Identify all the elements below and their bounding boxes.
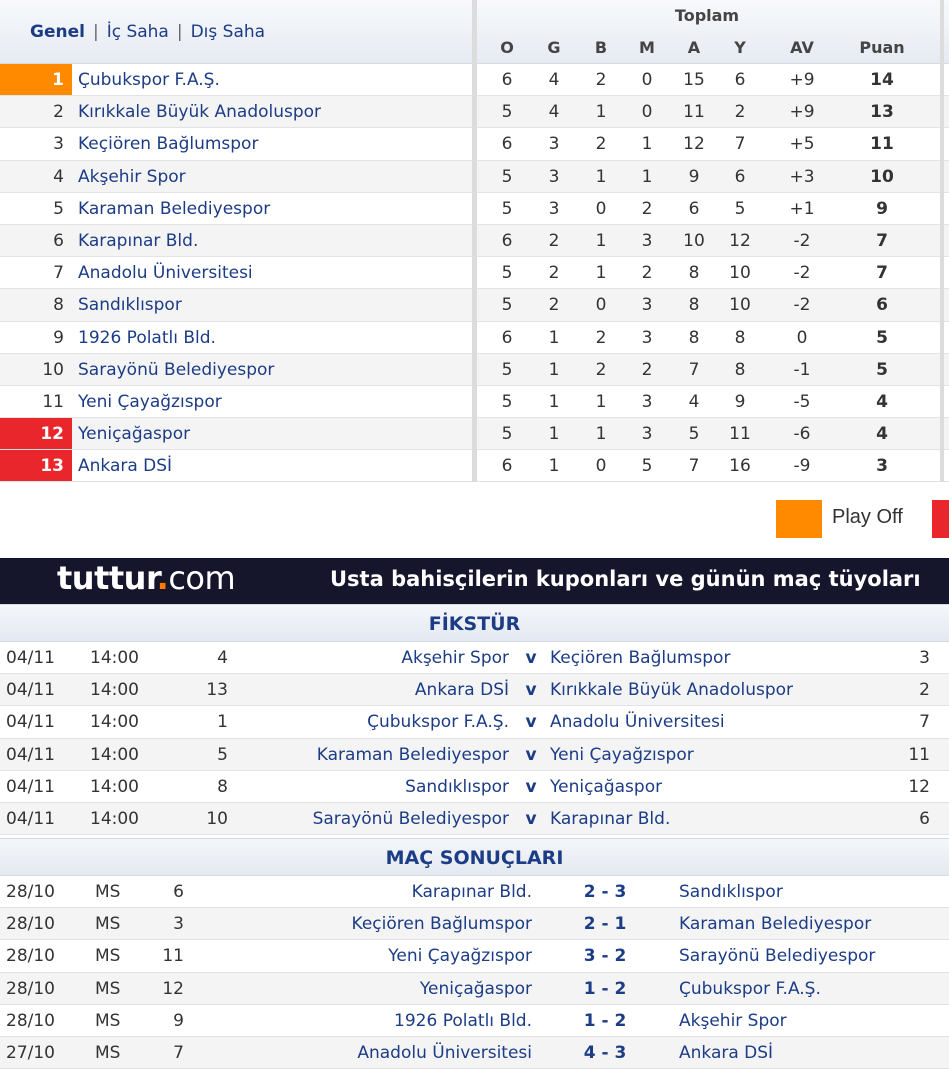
- home-team-link[interactable]: Yeni Çayağzıspor: [388, 946, 532, 967]
- team-row[interactable]: [0, 257, 472, 289]
- vs-label: v: [525, 744, 537, 765]
- stat-g: 2: [548, 263, 560, 284]
- away-rank: 6: [919, 808, 930, 829]
- tab-separator: |: [176, 22, 183, 42]
- home-rank: 11: [162, 946, 184, 967]
- standings-stats-panel: [477, 0, 949, 482]
- stat-y: 9: [734, 391, 746, 412]
- team-row[interactable]: [0, 64, 472, 96]
- fixture-title: FİKSTÜR: [0, 604, 949, 642]
- home-rank: 3: [173, 914, 184, 935]
- stat-o: 5: [501, 359, 513, 380]
- fixture-row[interactable]: [0, 771, 949, 803]
- results-title: MAÇ SONUÇLARI: [0, 838, 949, 876]
- team-rank: 8: [53, 295, 64, 316]
- stat-b: 1: [595, 166, 607, 187]
- match-date: 04/11: [6, 712, 55, 733]
- stat-y: 7: [734, 134, 746, 155]
- stat-o: 6: [501, 456, 513, 477]
- stat-g: 3: [548, 134, 560, 155]
- match-date: 28/10: [6, 1010, 55, 1031]
- vs-label: v: [525, 808, 537, 829]
- stat-av: -1: [793, 359, 811, 380]
- team-row[interactable]: [0, 322, 472, 354]
- team-rank: 6: [53, 230, 64, 251]
- stat-a: 7: [688, 456, 700, 477]
- match-score[interactable]: 2 - 1: [583, 914, 627, 935]
- stat-g: 2: [548, 230, 560, 251]
- away-rank: 11: [908, 744, 930, 765]
- match-date: 04/11: [6, 680, 55, 701]
- stat-m: 5: [641, 456, 653, 477]
- stat-m: 3: [641, 424, 653, 445]
- result-row[interactable]: [0, 1037, 949, 1069]
- team-name-link[interactable]: 1926 Polatlı Bld.: [78, 327, 216, 348]
- stat-pts: 5: [876, 359, 888, 380]
- team-name-link[interactable]: Yeni Çayağzıspor: [78, 391, 222, 412]
- stat-y: 5: [734, 198, 746, 219]
- home-team-link[interactable]: Ankara DSİ: [414, 680, 509, 701]
- stat-g: 4: [548, 70, 560, 90]
- match-score[interactable]: 2 - 3: [583, 882, 627, 902]
- away-team-link[interactable]: Çubukspor F.A.Ş.: [679, 978, 821, 999]
- match-score[interactable]: 1 - 2: [583, 978, 627, 999]
- stat-a: 7: [688, 359, 700, 380]
- stats-column-header: B: [594, 38, 608, 57]
- stat-rows: [477, 64, 949, 482]
- stats-row: [477, 128, 949, 160]
- team-name-link[interactable]: Anadolu Üniversitesi: [78, 263, 253, 284]
- stat-a: 12: [683, 134, 705, 155]
- legend-relegation-swatch: [932, 500, 949, 538]
- result-row[interactable]: [0, 940, 949, 972]
- stat-y: 16: [729, 456, 751, 477]
- stats-row: [477, 354, 949, 386]
- stats-column-header: M: [639, 38, 655, 57]
- stat-o: 5: [501, 198, 513, 219]
- result-row[interactable]: [0, 973, 949, 1005]
- away-team-link[interactable]: Keçiören Bağlumspor: [550, 648, 731, 668]
- stat-m: 2: [641, 263, 653, 284]
- team-name-link[interactable]: Kırıkkale Büyük Anadoluspor: [78, 102, 322, 123]
- stat-m: 0: [641, 70, 653, 90]
- team-row[interactable]: [0, 193, 472, 225]
- home-rank: 7: [173, 1042, 184, 1063]
- stats-column-header: G: [547, 38, 561, 57]
- home-team-link[interactable]: 1926 Polatlı Bld.: [394, 1010, 532, 1031]
- match-time: 14:00: [90, 808, 139, 829]
- stat-g: 1: [548, 327, 560, 348]
- home-team-link[interactable]: Karaman Belediyespor: [316, 744, 509, 765]
- stat-g: 1: [548, 456, 560, 477]
- team-name-link[interactable]: Çubukspor F.A.Ş.: [78, 70, 220, 90]
- away-rank: 7: [919, 712, 930, 733]
- fixture-row[interactable]: [0, 674, 949, 706]
- stat-b: 2: [595, 134, 607, 155]
- team-rank: 1: [0, 64, 72, 95]
- home-rank: 4: [217, 648, 228, 668]
- stat-y: 10: [729, 295, 751, 316]
- home-team-link[interactable]: Akşehir Spor: [401, 648, 509, 668]
- stat-g: 2: [548, 295, 560, 316]
- team-row[interactable]: [0, 289, 472, 321]
- result-row[interactable]: [0, 876, 949, 908]
- home-team-link[interactable]: Anadolu Üniversitesi: [357, 1042, 532, 1063]
- stat-o: 5: [501, 391, 513, 412]
- stats-column-header: A: [687, 38, 701, 57]
- stat-av: -2: [793, 295, 811, 316]
- legend-playoff-label: Play Off: [832, 506, 903, 528]
- stats-row: [477, 225, 949, 257]
- stat-av: +5: [789, 134, 815, 155]
- stat-av: 0: [796, 327, 808, 348]
- match-time: 14:00: [90, 680, 139, 701]
- stat-pts: 7: [876, 230, 888, 251]
- stat-a: 8: [688, 263, 700, 284]
- team-rank: 13: [0, 450, 72, 481]
- stats-group-label: Toplam: [674, 6, 740, 25]
- match-time: 14:00: [90, 776, 139, 797]
- stat-g: 1: [548, 424, 560, 445]
- stat-o: 5: [501, 263, 513, 284]
- stat-m: 3: [641, 295, 653, 316]
- stat-g: 1: [548, 391, 560, 412]
- match-date: 27/10: [6, 1042, 55, 1063]
- ad-banner[interactable]: [0, 558, 949, 604]
- stat-o: 6: [501, 134, 513, 155]
- stats-row: [477, 450, 949, 482]
- stats-column-header: Puan: [859, 38, 905, 57]
- match-date: 04/11: [6, 648, 55, 668]
- stat-av: +9: [789, 70, 815, 90]
- stat-b: 0: [595, 198, 607, 219]
- stat-pts: 5: [876, 327, 888, 348]
- stat-av: -2: [793, 230, 811, 251]
- team-rank: 3: [53, 134, 64, 155]
- team-rank: 10: [42, 359, 64, 380]
- team-row[interactable]: [0, 354, 472, 386]
- stat-b: 1: [595, 102, 607, 123]
- away-rank: 3: [919, 648, 930, 668]
- stat-b: 1: [595, 424, 607, 445]
- stats-column-header: Y: [734, 38, 746, 57]
- away-rank: 12: [908, 776, 930, 797]
- stats-column-header: O: [500, 38, 514, 57]
- stat-pts: 13: [870, 102, 894, 123]
- team-rank: 9: [53, 327, 64, 348]
- match-score[interactable]: 3 - 2: [583, 946, 627, 967]
- team-name-link[interactable]: Keçiören Bağlumspor: [78, 134, 259, 155]
- away-team-link[interactable]: Ankara DSİ: [679, 1042, 774, 1063]
- fixture-row[interactable]: [0, 642, 949, 674]
- stat-av: +1: [789, 198, 815, 219]
- team-name-link[interactable]: Ankara DSİ: [78, 456, 173, 477]
- match-status: MS: [95, 946, 121, 967]
- stat-g: 3: [548, 198, 560, 219]
- home-rank: 9: [173, 1010, 184, 1031]
- team-rank: 5: [53, 198, 64, 219]
- stat-pts: 4: [876, 391, 888, 412]
- result-rows: [0, 876, 949, 1069]
- away-rank: 2: [919, 680, 930, 701]
- stat-pts: 11: [870, 134, 894, 155]
- team-name-link[interactable]: Akşehir Spor: [78, 166, 186, 187]
- stat-pts: 9: [876, 198, 888, 219]
- stat-m: 2: [641, 359, 653, 380]
- match-status: MS: [95, 978, 121, 999]
- team-name-link[interactable]: Karaman Belediyespor: [78, 198, 271, 219]
- stat-m: 3: [641, 391, 653, 412]
- stat-y: 11: [729, 424, 751, 445]
- results-section: [0, 838, 949, 1069]
- stat-y: 6: [734, 166, 746, 187]
- stat-o: 6: [501, 327, 513, 348]
- away-team-link[interactable]: Kırıkkale Büyük Anadoluspor: [550, 680, 794, 701]
- home-team-link[interactable]: Sarayönü Belediyespor: [312, 808, 509, 829]
- stat-b: 0: [595, 456, 607, 477]
- match-date: 04/11: [6, 776, 55, 797]
- stats-row: [477, 193, 949, 225]
- team-name-link[interactable]: Sarayönü Belediyespor: [78, 359, 275, 380]
- match-status: MS: [95, 1010, 121, 1031]
- banner-tagline[interactable]: Usta bahisçilerin kuponları ve günün maç tüyoları: [330, 567, 921, 591]
- team-row[interactable]: [0, 225, 472, 257]
- team-rank: 11: [42, 391, 64, 412]
- stat-m: 3: [641, 230, 653, 251]
- fixture-section: [0, 604, 949, 835]
- home-rank: 13: [206, 680, 228, 701]
- stats-row: [477, 96, 949, 128]
- stat-av: -9: [793, 456, 811, 477]
- home-team-link[interactable]: Sandıklıspor: [405, 776, 509, 797]
- standings-tabs: [0, 0, 472, 64]
- stat-m: 0: [641, 102, 653, 123]
- stat-y: 2: [734, 102, 746, 123]
- stat-g: 3: [548, 166, 560, 187]
- team-row[interactable]: [0, 128, 472, 160]
- stat-a: 6: [688, 198, 700, 219]
- stats-row: [477, 386, 949, 418]
- stat-b: 2: [595, 359, 607, 380]
- stat-a: 4: [688, 391, 700, 412]
- team-rank: 2: [53, 102, 64, 123]
- team-rank: 4: [53, 166, 64, 187]
- team-row[interactable]: [0, 450, 472, 482]
- team-name-link[interactable]: Karapınar Bld.: [78, 230, 199, 251]
- vs-label: v: [525, 712, 537, 733]
- match-score[interactable]: 1 - 2: [583, 1010, 627, 1031]
- stat-av: -5: [793, 391, 811, 412]
- home-rank: 5: [217, 744, 228, 765]
- away-team-link[interactable]: Yeni Çayağzıspor: [550, 744, 694, 765]
- stat-av: +3: [789, 166, 815, 187]
- stats-row: [477, 289, 949, 321]
- stat-y: 12: [729, 230, 751, 251]
- team-name-link[interactable]: Sandıklıspor: [78, 295, 182, 316]
- match-date: 28/10: [6, 946, 55, 967]
- away-team-link[interactable]: Karaman Belediyespor: [679, 914, 872, 935]
- home-rank: 6: [173, 882, 184, 902]
- match-time: 14:00: [90, 744, 139, 765]
- match-status: MS: [95, 914, 121, 935]
- stat-a: 8: [688, 327, 700, 348]
- stats-row: [477, 322, 949, 354]
- stat-b: 1: [595, 230, 607, 251]
- stats-column-header: AV: [790, 38, 814, 57]
- home-rank: 8: [217, 776, 228, 797]
- match-status: MS: [95, 882, 121, 902]
- stat-y: 6: [734, 70, 746, 90]
- tab-away[interactable]: Dış Saha: [190, 22, 266, 42]
- tuttur-logo[interactable]: tuttur.com: [57, 559, 236, 597]
- tab-separator: |: [92, 22, 99, 42]
- match-date: 28/10: [6, 978, 55, 999]
- stat-av: +9: [789, 102, 815, 123]
- result-row[interactable]: [0, 1005, 949, 1037]
- stats-row: [477, 161, 949, 193]
- stat-av: -2: [793, 263, 811, 284]
- stats-header: [477, 0, 949, 64]
- stat-a: 8: [688, 295, 700, 316]
- match-status: MS: [95, 1042, 121, 1063]
- team-rows: [0, 64, 472, 482]
- stat-o: 5: [501, 166, 513, 187]
- home-rank: 12: [162, 978, 184, 999]
- match-date: 04/11: [6, 808, 55, 829]
- stat-pts: 4: [876, 424, 888, 445]
- result-row[interactable]: [0, 908, 949, 940]
- stats-row: [477, 418, 949, 450]
- stat-pts: 7: [876, 263, 888, 284]
- team-row[interactable]: [0, 161, 472, 193]
- scrollbar-edge: [940, 0, 944, 482]
- stat-a: 10: [683, 230, 705, 251]
- stat-o: 5: [501, 295, 513, 316]
- match-score[interactable]: 4 - 3: [583, 1042, 627, 1063]
- tab-home[interactable]: İç Saha: [106, 22, 169, 42]
- stat-o: 5: [501, 424, 513, 445]
- away-team-link[interactable]: Anadolu Üniversitesi: [550, 712, 725, 733]
- match-time: 14:00: [90, 648, 139, 668]
- away-team-link[interactable]: Akşehir Spor: [679, 1010, 787, 1031]
- match-date: 28/10: [6, 914, 55, 935]
- stat-m: 1: [641, 166, 653, 187]
- stat-o: 6: [501, 70, 513, 90]
- away-team-link[interactable]: Sandıklıspor: [679, 882, 783, 902]
- team-row[interactable]: [0, 418, 472, 450]
- fixture-row[interactable]: [0, 803, 949, 835]
- home-team-link[interactable]: Çubukspor F.A.Ş.: [367, 712, 509, 733]
- vs-label: v: [525, 776, 537, 797]
- stat-a: 5: [688, 424, 700, 445]
- stat-g: 4: [548, 102, 560, 123]
- stat-a: 15: [683, 70, 705, 90]
- stat-pts: 3: [876, 456, 888, 477]
- stats-row: [477, 257, 949, 289]
- stat-pts: 6: [876, 295, 888, 316]
- away-team-link[interactable]: Sarayönü Belediyespor: [679, 946, 876, 967]
- stat-m: 3: [641, 327, 653, 348]
- standings-table: [0, 0, 949, 482]
- team-rank: 7: [53, 263, 64, 284]
- match-date: 28/10: [6, 882, 55, 902]
- stat-y: 8: [734, 359, 746, 380]
- stat-y: 10: [729, 263, 751, 284]
- team-row[interactable]: [0, 96, 472, 128]
- vs-label: v: [525, 680, 537, 701]
- stat-o: 5: [501, 102, 513, 123]
- stat-pts: 14: [870, 70, 894, 90]
- stat-m: 1: [641, 134, 653, 155]
- team-row[interactable]: [0, 386, 472, 418]
- fixture-row[interactable]: [0, 739, 949, 771]
- stat-y: 8: [734, 327, 746, 348]
- stat-g: 1: [548, 359, 560, 380]
- stat-b: 1: [595, 391, 607, 412]
- match-time: 14:00: [90, 712, 139, 733]
- fixture-row[interactable]: [0, 706, 949, 738]
- team-name-link[interactable]: Yeniçağaspor: [78, 424, 191, 445]
- stat-b: 2: [595, 327, 607, 348]
- fixture-rows: [0, 642, 949, 835]
- stat-av: -6: [793, 424, 811, 445]
- standings-teams-panel: [0, 0, 472, 482]
- home-team-link[interactable]: Yeniçağaspor: [419, 978, 532, 999]
- stats-row: [477, 64, 949, 96]
- stat-m: 2: [641, 198, 653, 219]
- stat-o: 6: [501, 230, 513, 251]
- stat-pts: 10: [870, 166, 894, 187]
- stat-a: 11: [683, 102, 705, 123]
- team-rank: 12: [0, 418, 72, 449]
- home-team-link[interactable]: Karapınar Bld.: [411, 882, 532, 902]
- tab-general[interactable]: Genel: [30, 22, 85, 42]
- stat-b: 2: [595, 70, 607, 90]
- home-rank: 10: [206, 808, 228, 829]
- match-date: 04/11: [6, 744, 55, 765]
- stat-a: 9: [688, 166, 700, 187]
- legend-playoff-swatch: [776, 500, 822, 538]
- vs-label: v: [525, 648, 537, 668]
- stat-b: 0: [595, 295, 607, 316]
- away-team-link[interactable]: Yeniçağaspor: [550, 776, 663, 797]
- away-team-link[interactable]: Karapınar Bld.: [550, 808, 671, 829]
- home-rank: 1: [217, 712, 228, 733]
- stat-b: 1: [595, 263, 607, 284]
- home-team-link[interactable]: Keçiören Bağlumspor: [351, 914, 532, 935]
